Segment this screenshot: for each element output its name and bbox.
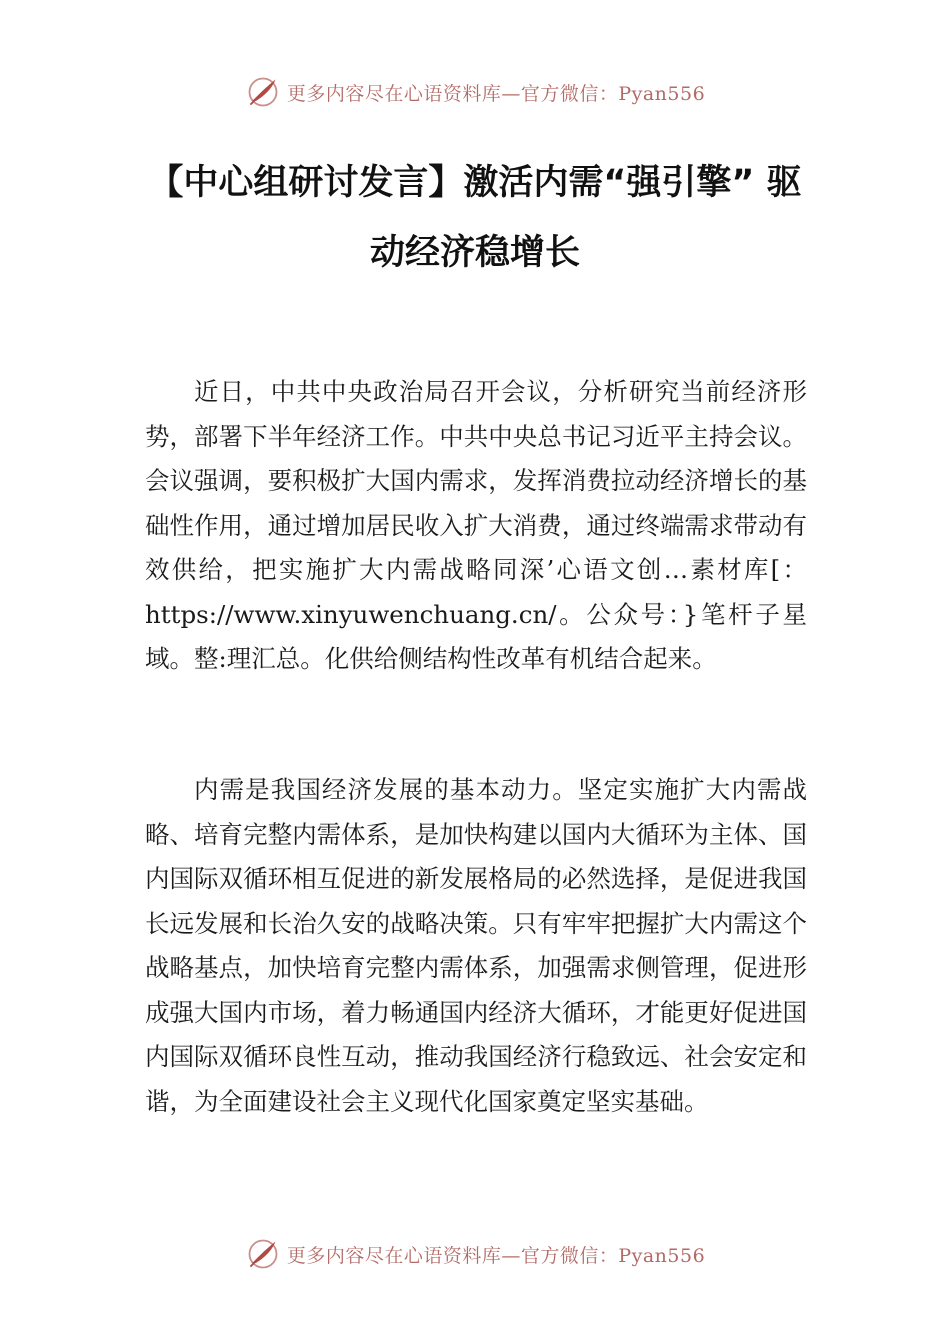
title-line-1: 【中心组研讨发言】激活内需“强引擎” 驱 bbox=[148, 163, 802, 203]
quill-pen-icon bbox=[245, 1236, 281, 1272]
body-paragraph-2: 内需是我国经济发展的基本动力。坚定实施扩大内需战略、培育完整内需体系，是加快构建以国内大循环为主体、国内国际双循环相互促进的新发展格局的必然选择，是促进我国长远发展和长治久安的战略决策。只有牢牢把握扩大内需这个战略基点，加快培育完整内需体系，加强需求侧管理，促进形成强大国内市场，着力畅通国内经济大循环，才能更好促进国内国际双循环良性互动，推动我国经济行稳致远、社会安定和谐，为全面建设社会主义现代化国家奠定坚实基础。 bbox=[145, 775, 807, 1116]
header-watermark bbox=[0, 70, 950, 114]
quill-pen-icon bbox=[245, 74, 281, 110]
watermark-text: 更多内容尽在心语资料库—官方微信：Pyan556 bbox=[286, 1244, 706, 1267]
body-paragraph-1: 近日，中共中央政治局召开会议，分析研究当前经济形势，部署下半年经济工作。中共中央总书记习近平主持会议。会议强调，要积极扩大国内需求，发挥消费拉动经济增长的基础性作用，通过增加居民收入扩大消费，通过终端需求带动有效供给，把实施扩大内需战略同深’心语文创…素材库[：https://www.xinyuwenchuang.cn/。公众号：}笔杆子星域。整:理汇总。化供给侧结构性改革有机结合起来。 bbox=[145, 377, 807, 673]
watermark-text: 更多内容尽在心语资料库—官方微信：Pyan556 bbox=[286, 82, 706, 105]
footer-watermark bbox=[0, 1232, 950, 1276]
document-title bbox=[140, 148, 810, 288]
title-line-2: 动经济稳增长 bbox=[369, 233, 580, 273]
